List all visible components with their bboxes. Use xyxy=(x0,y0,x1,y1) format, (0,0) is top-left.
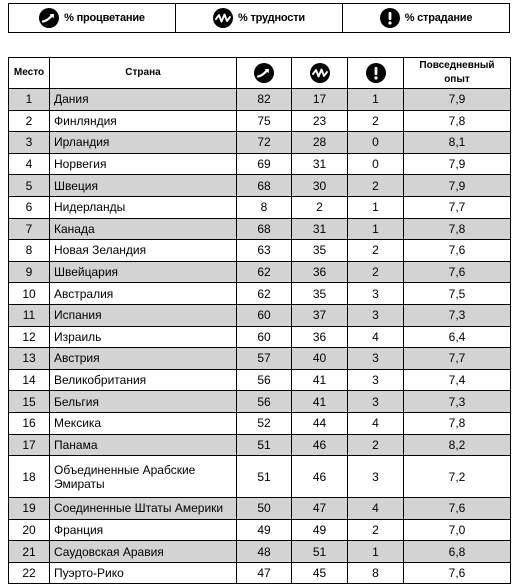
cell-prosperity: 47 xyxy=(237,562,292,584)
cell-rank: 5 xyxy=(9,175,50,197)
table-row xyxy=(9,153,511,175)
cell-rank: 4 xyxy=(9,153,50,175)
cell-suffering: 2 xyxy=(348,261,404,283)
country-ranking-table xyxy=(8,57,511,584)
cell-rank: 9 xyxy=(9,261,50,283)
table-row xyxy=(9,132,511,154)
cell-hardship: 40 xyxy=(292,348,348,370)
cell-hardship: 46 xyxy=(292,456,348,498)
cell-country: Швейцария xyxy=(50,261,237,283)
cell-daily-experience: 7,9 xyxy=(404,175,511,197)
table-body xyxy=(9,89,511,584)
cell-prosperity: 63 xyxy=(237,240,292,262)
cell-country: Соединенные Штаты Америки xyxy=(50,498,237,520)
cell-suffering: 1 xyxy=(348,196,404,218)
legend-hardship-label: % трудности xyxy=(238,12,305,24)
upward-trend-icon xyxy=(254,63,274,83)
cell-daily-experience: 7,0 xyxy=(404,519,511,541)
cell-daily-experience: 7,6 xyxy=(404,562,511,584)
cell-rank: 2 xyxy=(9,110,50,132)
cell-daily-experience: 8,2 xyxy=(404,434,511,456)
cell-rank: 18 xyxy=(9,456,50,498)
exclamation-icon xyxy=(366,63,386,83)
cell-daily-experience: 7,9 xyxy=(404,153,511,175)
cell-country: Дания xyxy=(50,89,237,111)
cell-country: Панама xyxy=(50,434,237,456)
cell-rank: 13 xyxy=(9,348,50,370)
cell-country: Австралия xyxy=(50,283,237,305)
cell-country: Нидерланды xyxy=(50,196,237,218)
table-row xyxy=(9,369,511,391)
cell-daily-experience: 7,3 xyxy=(404,391,511,413)
table-row xyxy=(9,283,511,305)
cell-country: Норвегия xyxy=(50,153,237,175)
cell-hardship: 41 xyxy=(292,369,348,391)
cell-suffering: 3 xyxy=(348,304,404,326)
cell-hardship: 35 xyxy=(292,283,348,305)
table-row xyxy=(9,326,511,348)
cell-rank: 12 xyxy=(9,326,50,348)
header-hardship xyxy=(292,58,348,89)
legend-hardship xyxy=(176,4,343,32)
cell-suffering: 2 xyxy=(348,434,404,456)
cell-daily-experience: 6,4 xyxy=(404,326,511,348)
table-row xyxy=(9,541,511,563)
cell-hardship: 36 xyxy=(292,261,348,283)
table-row xyxy=(9,89,511,111)
cell-prosperity: 82 xyxy=(237,89,292,111)
cell-country: Испания xyxy=(50,304,237,326)
cell-daily-experience: 7,4 xyxy=(404,369,511,391)
cell-prosperity: 48 xyxy=(237,541,292,563)
cell-suffering: 8 xyxy=(348,562,404,584)
table-header-row xyxy=(9,58,511,89)
cell-suffering: 1 xyxy=(348,89,404,111)
table-row xyxy=(9,196,511,218)
cell-prosperity: 62 xyxy=(237,261,292,283)
cell-prosperity: 49 xyxy=(237,519,292,541)
cell-rank: 22 xyxy=(9,562,50,584)
cell-prosperity: 75 xyxy=(237,110,292,132)
cell-country: Бельгия xyxy=(50,391,237,413)
cell-prosperity: 8 xyxy=(237,196,292,218)
table-row xyxy=(9,110,511,132)
table-row xyxy=(9,261,511,283)
cell-country: Пуэрто-Рико xyxy=(50,562,237,584)
cell-daily-experience: 7,8 xyxy=(404,110,511,132)
cell-country: Израиль xyxy=(50,326,237,348)
cell-prosperity: 69 xyxy=(237,153,292,175)
header-daily-experience: Повседневный опыт xyxy=(404,58,511,89)
cell-rank: 3 xyxy=(9,132,50,154)
cell-rank: 7 xyxy=(9,218,50,240)
cell-daily-experience: 7,8 xyxy=(404,218,511,240)
cell-hardship: 23 xyxy=(292,110,348,132)
cell-hardship: 31 xyxy=(292,218,348,240)
zigzag-wave-icon xyxy=(213,8,233,28)
cell-rank: 1 xyxy=(9,89,50,111)
cell-hardship: 28 xyxy=(292,132,348,154)
legend-suffering xyxy=(343,4,509,32)
cell-rank: 20 xyxy=(9,519,50,541)
cell-suffering: 0 xyxy=(348,153,404,175)
cell-daily-experience: 7,6 xyxy=(404,498,511,520)
cell-prosperity: 62 xyxy=(237,283,292,305)
cell-country: Франция xyxy=(50,519,237,541)
cell-rank: 10 xyxy=(9,283,50,305)
cell-country: Саудовская Аравия xyxy=(50,541,237,563)
cell-hardship: 2 xyxy=(292,196,348,218)
cell-country: Австрия xyxy=(50,348,237,370)
cell-suffering: 3 xyxy=(348,348,404,370)
cell-daily-experience: 7,8 xyxy=(404,412,511,434)
cell-rank: 8 xyxy=(9,240,50,262)
table-row xyxy=(9,240,511,262)
cell-suffering: 4 xyxy=(348,412,404,434)
cell-daily-experience: 7,7 xyxy=(404,348,511,370)
cell-suffering: 2 xyxy=(348,240,404,262)
cell-country: Великобритания xyxy=(50,369,237,391)
cell-suffering: 3 xyxy=(348,391,404,413)
cell-prosperity: 68 xyxy=(237,218,292,240)
cell-hardship: 30 xyxy=(292,175,348,197)
table-row xyxy=(9,175,511,197)
zigzag-wave-icon xyxy=(310,63,330,83)
cell-country: Канада xyxy=(50,218,237,240)
cell-rank: 16 xyxy=(9,412,50,434)
header-country: Страна xyxy=(50,58,237,89)
cell-daily-experience: 6,8 xyxy=(404,541,511,563)
cell-country: Швеция xyxy=(50,175,237,197)
table-row xyxy=(9,519,511,541)
cell-prosperity: 56 xyxy=(237,391,292,413)
legend-prosperity xyxy=(9,4,176,32)
cell-suffering: 2 xyxy=(348,175,404,197)
table-row xyxy=(9,434,511,456)
cell-prosperity: 68 xyxy=(237,175,292,197)
table-row xyxy=(9,391,511,413)
cell-suffering: 2 xyxy=(348,110,404,132)
cell-daily-experience: 8,1 xyxy=(404,132,511,154)
upward-trend-icon xyxy=(39,8,59,28)
cell-prosperity: 56 xyxy=(237,369,292,391)
table-row xyxy=(9,348,511,370)
cell-suffering: 1 xyxy=(348,218,404,240)
cell-rank: 6 xyxy=(9,196,50,218)
cell-daily-experience: 7,2 xyxy=(404,456,511,498)
cell-prosperity: 72 xyxy=(237,132,292,154)
table-row xyxy=(9,456,511,498)
cell-rank: 14 xyxy=(9,369,50,391)
cell-suffering: 2 xyxy=(348,519,404,541)
cell-suffering: 3 xyxy=(348,369,404,391)
cell-daily-experience: 7,6 xyxy=(404,240,511,262)
cell-hardship: 36 xyxy=(292,326,348,348)
cell-hardship: 37 xyxy=(292,304,348,326)
cell-hardship: 51 xyxy=(292,541,348,563)
table-row xyxy=(9,218,511,240)
cell-prosperity: 57 xyxy=(237,348,292,370)
cell-suffering: 3 xyxy=(348,283,404,305)
header-rank: Место xyxy=(9,58,50,89)
cell-rank: 15 xyxy=(9,391,50,413)
cell-country: Ирландия xyxy=(50,132,237,154)
cell-suffering: 1 xyxy=(348,541,404,563)
cell-hardship: 41 xyxy=(292,391,348,413)
cell-hardship: 46 xyxy=(292,434,348,456)
cell-hardship: 17 xyxy=(292,89,348,111)
cell-country: Финляндия xyxy=(50,110,237,132)
exclamation-icon xyxy=(380,8,400,28)
header-suffering xyxy=(348,58,404,89)
cell-prosperity: 60 xyxy=(237,326,292,348)
cell-country: Мексика xyxy=(50,412,237,434)
cell-prosperity: 60 xyxy=(237,304,292,326)
cell-prosperity: 50 xyxy=(237,498,292,520)
cell-daily-experience: 7,3 xyxy=(404,304,511,326)
cell-hardship: 47 xyxy=(292,498,348,520)
cell-daily-experience: 7,6 xyxy=(404,261,511,283)
legend xyxy=(8,3,510,33)
table-row xyxy=(9,498,511,520)
cell-rank: 11 xyxy=(9,304,50,326)
cell-suffering: 0 xyxy=(348,132,404,154)
cell-suffering: 3 xyxy=(348,456,404,498)
cell-country: Новая Зеландия xyxy=(50,240,237,262)
cell-prosperity: 52 xyxy=(237,412,292,434)
cell-daily-experience: 7,5 xyxy=(404,283,511,305)
cell-rank: 17 xyxy=(9,434,50,456)
cell-hardship: 44 xyxy=(292,412,348,434)
cell-daily-experience: 7,7 xyxy=(404,196,511,218)
cell-prosperity: 51 xyxy=(237,456,292,498)
cell-prosperity: 51 xyxy=(237,434,292,456)
cell-daily-experience: 7,9 xyxy=(404,89,511,111)
cell-suffering: 4 xyxy=(348,326,404,348)
cell-hardship: 49 xyxy=(292,519,348,541)
cell-rank: 19 xyxy=(9,498,50,520)
cell-hardship: 35 xyxy=(292,240,348,262)
legend-suffering-label: % страдание xyxy=(404,12,473,24)
cell-suffering: 4 xyxy=(348,498,404,520)
table-row xyxy=(9,304,511,326)
table-row xyxy=(9,412,511,434)
cell-hardship: 45 xyxy=(292,562,348,584)
header-prosperity xyxy=(237,58,292,89)
cell-country: Объединенные Арабские Эмираты xyxy=(50,456,237,498)
legend-prosperity-label: % процветание xyxy=(64,12,145,24)
cell-hardship: 31 xyxy=(292,153,348,175)
cell-rank: 21 xyxy=(9,541,50,563)
table-row xyxy=(9,562,511,584)
